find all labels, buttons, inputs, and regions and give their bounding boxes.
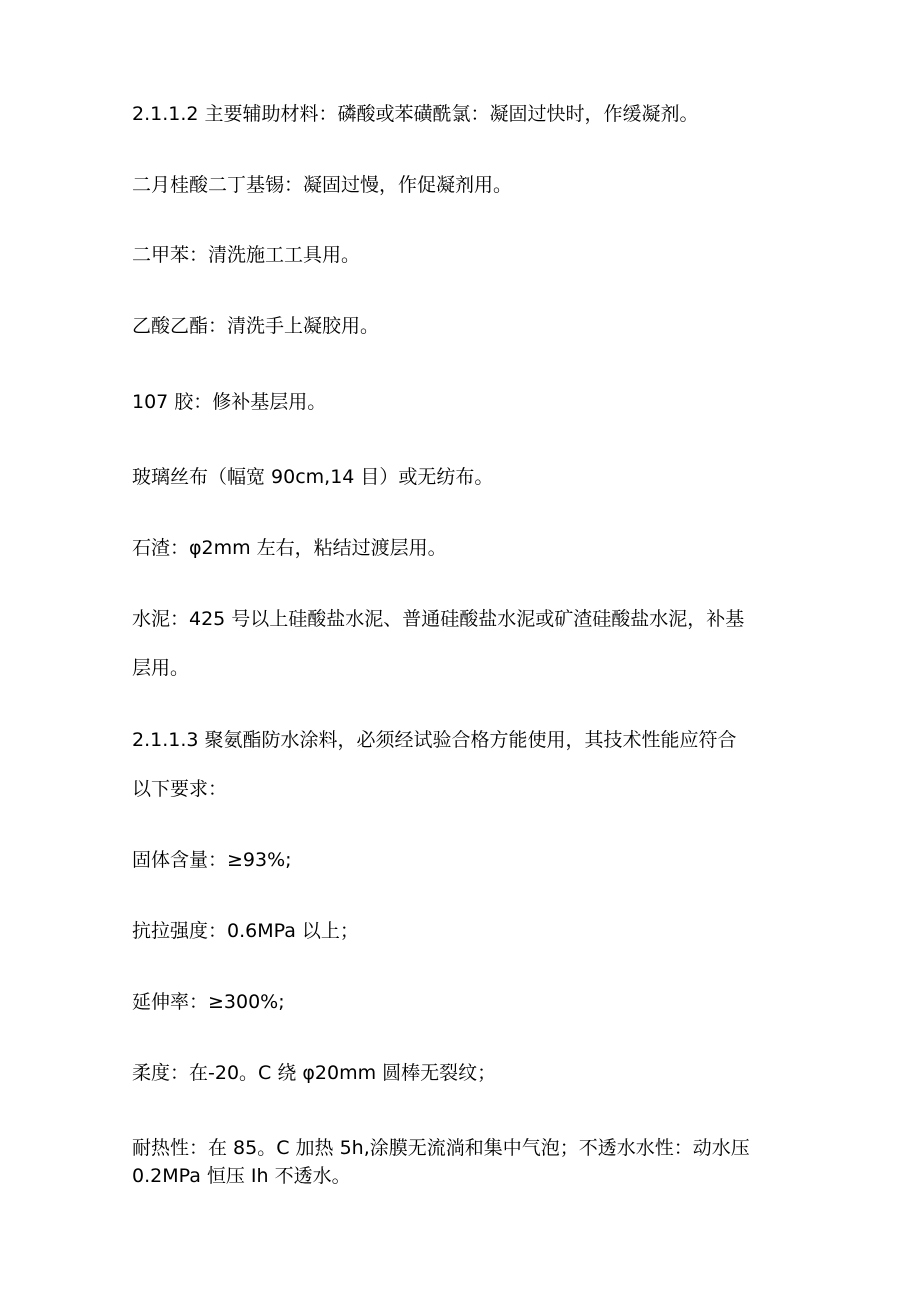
text-line-cement: 水泥：425 号以上硅酸盐水泥、普通硅酸盐水泥或矿渣硅酸盐水泥，补基 <box>132 608 745 630</box>
text-line-elongation: 延伸率：≥300%; <box>132 991 285 1013</box>
text-line-107-glue: 107 胶：修补基层用。 <box>132 391 327 413</box>
text-line-impermeability: 0.2MPa 恒压 Ih 不透水。 <box>132 1165 351 1187</box>
text-line-glass-fiber-cloth: 玻璃丝布（幅宽 90cm,14 目）或无纺布。 <box>132 466 494 488</box>
text-line-heat-resistance: 耐热性：在 85。C 加热 5h,涂膜无流淌和集中气泡；不透水水性：动水压 <box>132 1137 750 1159</box>
text-line-tensile-strength: 抗拉强度：0.6MPa 以上； <box>132 920 359 942</box>
text-line-tin-catalyst: 二月桂酸二丁基锡：凝固过慢，作促凝剂用。 <box>132 174 513 196</box>
text-line-solid-content: 固体含量：≥93%; <box>132 849 292 871</box>
text-line-xylene: 二甲苯：清洗施工工具用。 <box>132 244 361 266</box>
text-line-polyurethane-coating: 2.1.1.3 聚氨酯防水涂料，必须经试验合格方能使用，其技术性能应符合 <box>132 729 737 751</box>
text-line-auxiliary-materials: 2.1.1.2 主要辅助材料：磷酸或苯磺酰氯：凝固过快时，作缓凝剂。 <box>132 103 699 125</box>
text-line-stone-chips: 石渣：φ2mm 左右，粘结过渡层用。 <box>132 537 447 559</box>
text-line-cement-continued: 层用。 <box>132 657 190 679</box>
text-line-requirements-intro: 以下要求： <box>132 778 228 800</box>
text-line-flexibility: 柔度：在-20。C 绕 φ20mm 圆棒无裂纹； <box>132 1062 497 1084</box>
text-line-ethyl-acetate: 乙酸乙酯：清洗手上凝胶用。 <box>132 315 380 337</box>
